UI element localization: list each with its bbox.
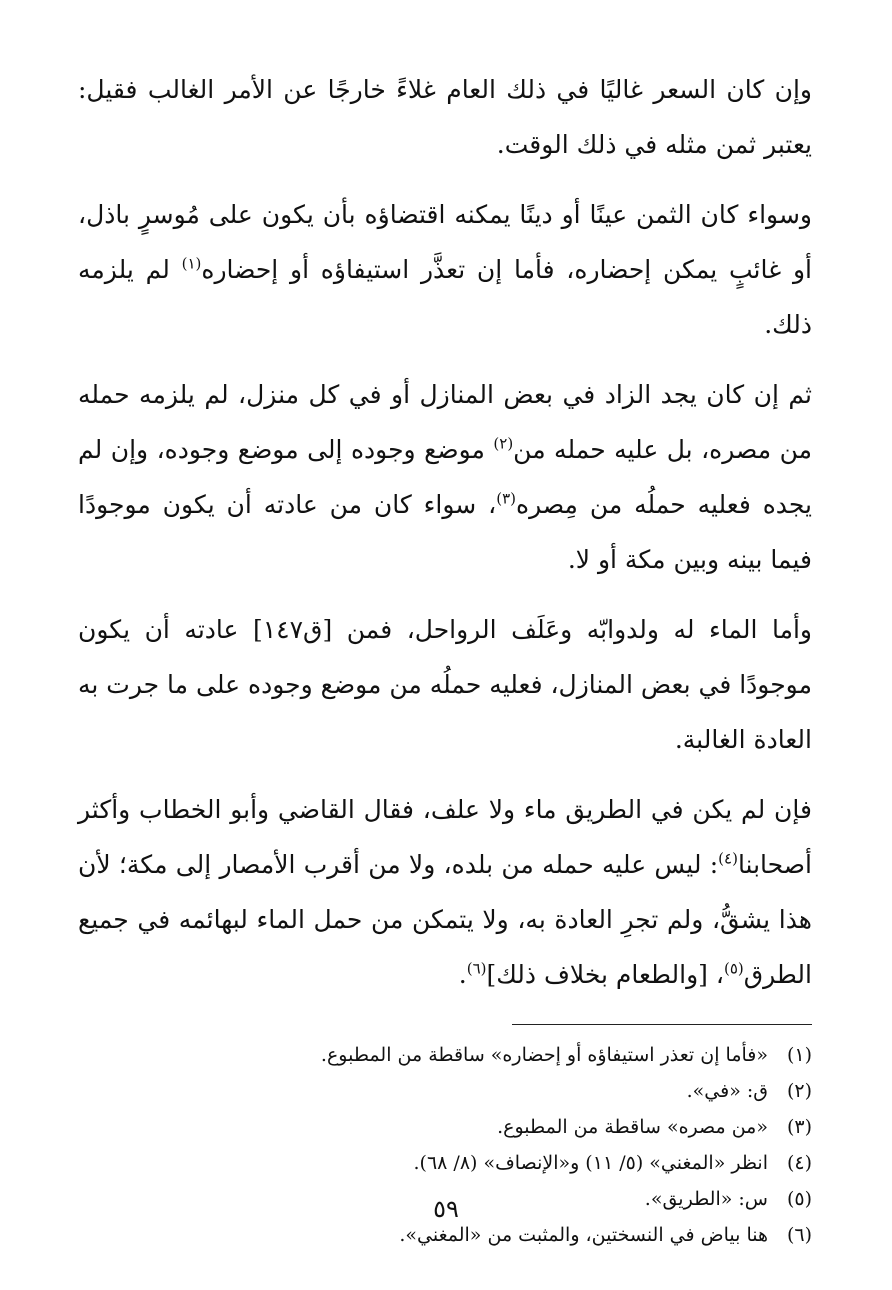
paragraph-text: موضع وجوده إلى موضع وجوده، وإن لم يجده فعليه حملُه من مِصره	[78, 435, 813, 519]
paragraph-text: فإن لم يكن في الطريق ماء ولا علف، فقال القاضي وأبو الخطاب وأكثر أصحابنا	[78, 795, 812, 879]
main-text	[78, 62, 812, 1002]
footnote-ref-5: (٥)	[723, 959, 744, 978]
footnote-text: ق: «في».	[686, 1080, 768, 1102]
footnote-number: (٢)	[786, 1080, 812, 1102]
paragraph-text: .	[458, 960, 467, 989]
page-number: ٥٩	[433, 1195, 459, 1223]
footnote-item	[78, 1109, 812, 1145]
paragraph-text: : ليس عليه حمله من بلده، ولا من أقرب الأمصار إلى مكة؛ لأن هذا يشقُّ، ولم تجرِ العادة به، ولا يتمكن من حمل الماء لبهائمه في جميع الطرق	[78, 850, 812, 989]
paragraph-text: لم يلزمه ذلك.	[78, 255, 812, 339]
paragraph-text: وأما الماء له ولدوابّه وعَلَف الرواحل، فمن [ق١٤٧] عادته أن يكون موجودًا في بعض المنازل، فعليه حملُه من موضع وجوده على ما جرت به العادة الغالبة.	[78, 615, 812, 754]
paragraph-5	[78, 782, 812, 1002]
paragraph-text: وسواء كان الثمن عينًا أو دينًا يمكنه اقتضاؤه بأن يكون على مُوسرٍ باذل، أو غائبٍ يمكن إحضاره، فأما إن تعذَّر استيفاؤه أو إحضاره	[78, 200, 812, 284]
paragraph-text: وإن كان السعر غاليًا في ذلك العام غلاءً خارجًا عن الأمر الغالب فقيل: يعتبر ثمن مثله في ذلك الوقت.	[78, 75, 812, 159]
paragraph-1	[78, 62, 812, 172]
footnote-text: انظر «المغني» (٥/ ١١) و«الإنصاف» (٨/ ٦٨).	[413, 1152, 768, 1174]
footnote-ref-2: (٢)	[493, 434, 514, 453]
paragraph-text: ، [والطعام بخلاف ذلك]	[486, 960, 724, 989]
paragraph-4	[78, 602, 812, 767]
paragraph-3	[78, 367, 812, 587]
footnote-ref-1: (١)	[181, 254, 202, 273]
footnote-text: «من مصره» ساقطة من المطبوع.	[497, 1116, 768, 1138]
footnote-item	[78, 1073, 812, 1109]
footnote-ref-6: (٦)	[466, 959, 487, 978]
footnote-ref-3: (٣)	[496, 489, 516, 508]
paragraph-2	[78, 187, 812, 352]
footnote-item	[78, 1037, 812, 1073]
footnote-number: (١)	[786, 1044, 812, 1066]
paragraph-text: ، سواء كان من عادته أن يكون موجودًا فيما بينه وبين مكة أو لا.	[78, 490, 812, 574]
footnote-number: (٤)	[786, 1152, 812, 1174]
footnote-text: س: «الطريق».	[644, 1188, 768, 1210]
footnote-number: (٦)	[786, 1224, 812, 1246]
footnote-ref-4: (٤)	[718, 849, 738, 868]
paragraph-text: ثم إن كان يجد الزاد في بعض المنازل أو في كل منزل، لم يلزمه حمله من مصره، بل عليه حمله من	[78, 380, 812, 464]
footnote-text: «فأما إن تعذر استيفاؤه أو إحضاره» ساقطة من المطبوع.	[320, 1044, 768, 1066]
footnote-divider	[512, 1024, 812, 1025]
footnote-item	[78, 1145, 812, 1181]
footnote-text: هنا بياض في النسختين، والمثبت من «المغني».	[399, 1224, 768, 1246]
footnote-number: (٥)	[786, 1188, 812, 1210]
footnote-number: (٣)	[786, 1116, 812, 1138]
